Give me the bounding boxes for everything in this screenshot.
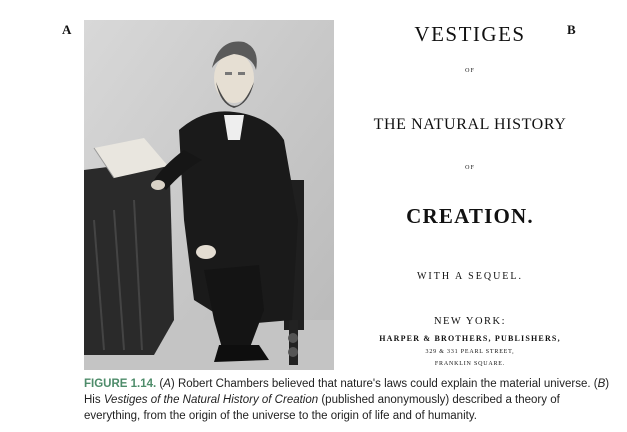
caption-text-a: Robert Chambers believed that nature's laws could explain the material universe. <box>174 378 594 390</box>
panel-label-a: A <box>62 22 72 37</box>
caption-text-b2: (published anonymously) described a theory of everything, from the origin of the universe to the origin of life and of humanity. <box>84 394 560 422</box>
caption-marker-b: B <box>597 378 606 390</box>
portrait-photo <box>84 20 334 370</box>
imprint-square: FRANKLIN SQUARE. <box>434 361 506 367</box>
caption-book-title: Vestiges of the Natural History of Creation <box>103 394 319 406</box>
title-sequel: WITH A SEQUEL. <box>416 271 524 282</box>
caption-text-b1: His <box>84 394 104 406</box>
imprint-publisher: HARPER & BROTHERS, PUBLISHERS, <box>379 334 561 343</box>
caption-marker-a: A <box>163 378 171 390</box>
imprint-street: 329 & 331 PEARL STREET, <box>425 349 515 355</box>
figure-caption: FIGURE 1.14. (A) Robert Chambers believed that nature's laws could explain the material universe. (B) His Vestiges of the Natural History of Creation (published anonymously) described a theory of everything, from the origin of the universe to the origin of life and of humanity. <box>84 378 610 422</box>
title-natural-history: THE NATURAL HISTORY <box>373 116 567 133</box>
title-creation: CREATION. <box>406 204 534 228</box>
panel-label-b: B <box>567 22 576 37</box>
imprint-city: NEW YORK: <box>433 316 507 327</box>
figure-label: FIGURE 1.14. <box>84 378 157 390</box>
title-of-1: OF <box>465 68 475 74</box>
title-of-2: OF <box>465 165 475 171</box>
book-title-page <box>336 14 604 374</box>
title-vestiges: VESTIGES <box>414 22 526 46</box>
